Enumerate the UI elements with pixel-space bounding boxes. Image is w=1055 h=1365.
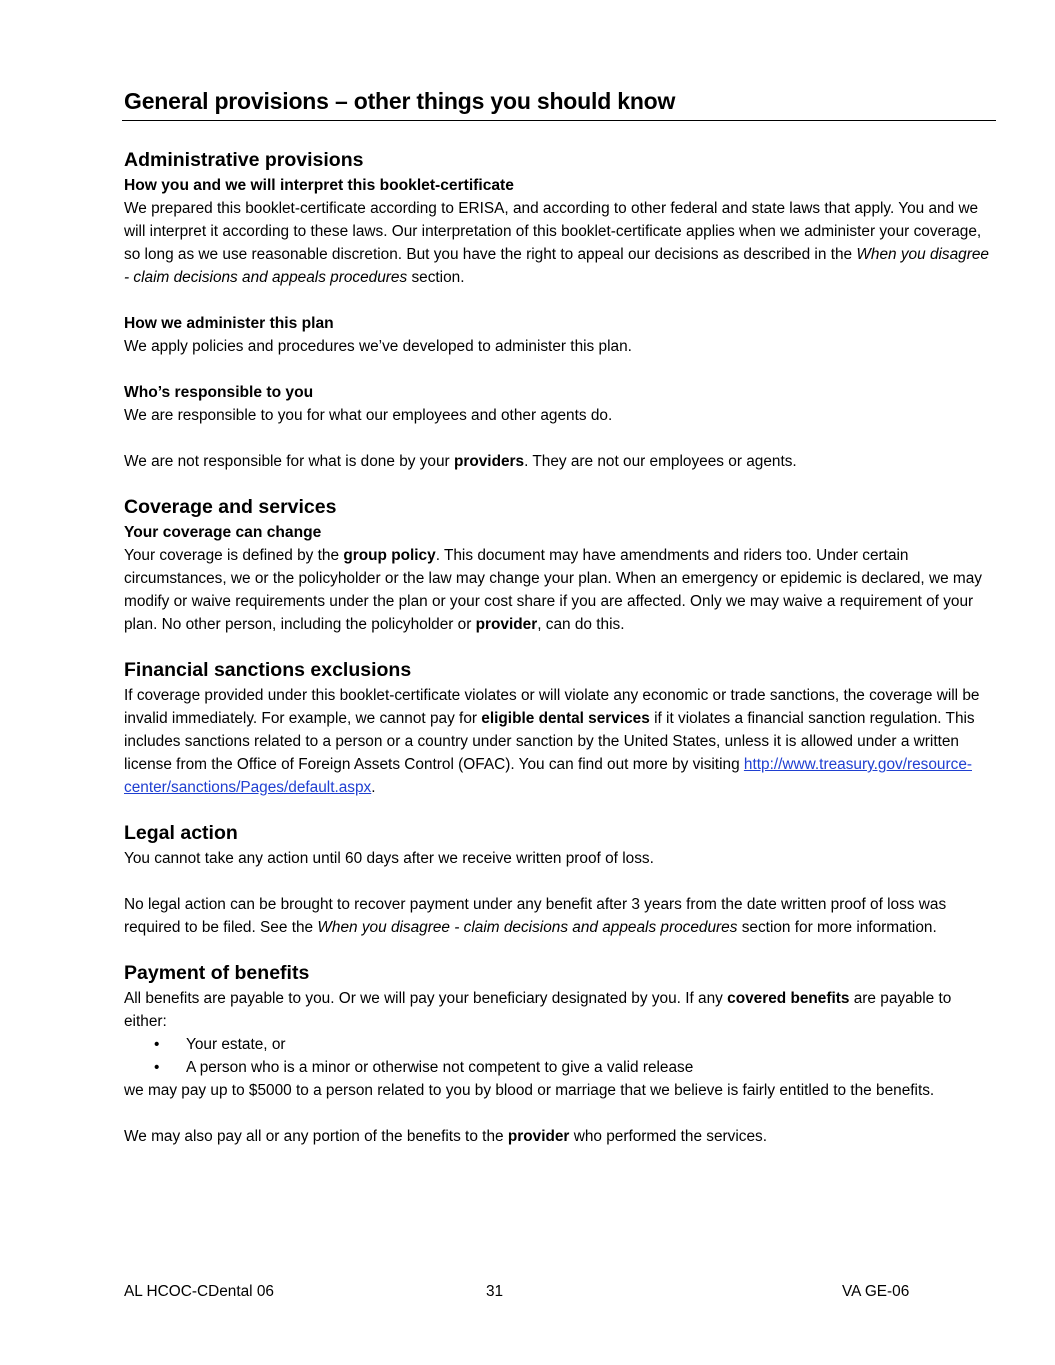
text-span: , can do this. bbox=[537, 616, 625, 633]
paragraph-legal-2 bbox=[124, 893, 990, 939]
subheading-interpret: How you and we will interpret this booklet-certificate bbox=[124, 177, 514, 194]
section-heading-payment: Payment of benefits bbox=[124, 962, 310, 984]
section-heading-administrative: Administrative provisions bbox=[124, 149, 364, 171]
text-span: are payable to either: bbox=[124, 990, 952, 1030]
bullet-icon: • bbox=[154, 1036, 160, 1053]
paragraph-payment-2: we may pay up to $5000 to a person related to you by blood or marriage that we believe is fairly entitled to the benefits. bbox=[124, 1082, 935, 1099]
text-span: Your coverage is defined by the bbox=[124, 547, 344, 564]
title-underline-divider bbox=[122, 120, 996, 121]
text-span: section. bbox=[407, 269, 465, 286]
section-heading-legal-action: Legal action bbox=[124, 822, 238, 844]
list-item bbox=[124, 1056, 990, 1079]
subheading-coverage-change: Your coverage can change bbox=[124, 524, 322, 541]
text-span: We prepared this booklet-certificate according to ERISA, and according to other federal and state laws that apply. You and we will interpret it according to these laws. Our interpretation of this booklet-certificate applies when we administer your coverage, so long as we use reasonable discretion. But you have the right to appeal our decisions as described in the bbox=[124, 200, 982, 263]
payee-bullet-list bbox=[124, 1033, 990, 1079]
text-span: . They are not our employees or agents. bbox=[524, 453, 797, 470]
paragraph-interpret bbox=[124, 197, 990, 289]
page-title: General provisions – other things you should know bbox=[124, 88, 676, 114]
text-span: if it violates a financial sanction regulation. This includes sanctions related to a person or a country under sanction by the United States, unless it is allowed under a written license from the Office of Foreign Assets Control (OFAC). You can find out more by visiting bbox=[124, 710, 975, 773]
paragraph-coverage-change bbox=[124, 544, 990, 636]
footer-version-id: VA GE-06 bbox=[842, 1283, 910, 1300]
treasury-sanctions-link[interactable]: http://www.treasury.gov/resource-center/sanctions/Pages/default.aspx bbox=[124, 756, 972, 796]
text-span: . bbox=[371, 779, 376, 796]
text-span: who performed the services. bbox=[569, 1128, 768, 1145]
paragraph-not-responsible bbox=[124, 450, 990, 473]
text-span: We may also pay all or any portion of the benefits to the bbox=[124, 1128, 508, 1145]
paragraph-administer: We apply policies and procedures we’ve developed to administer this plan. bbox=[124, 338, 632, 355]
section-heading-coverage: Coverage and services bbox=[124, 496, 337, 518]
text-span: If coverage provided under this booklet-certificate violates or will violate any economic or trade sanctions, the coverage will be invalid immediately. For example, we cannot pay for bbox=[124, 687, 980, 727]
text-span: We are not responsible for what is done by your bbox=[124, 453, 454, 470]
bold-term-eligible-dental-services: eligible dental services bbox=[481, 710, 650, 727]
bold-term-providers: providers bbox=[453, 453, 525, 470]
text-span: section for more information. bbox=[737, 919, 937, 936]
bold-term-covered-benefits: covered benefits bbox=[727, 990, 850, 1007]
paragraph-sanctions bbox=[124, 684, 990, 799]
document-body bbox=[124, 146, 990, 1148]
text-span: . This document may have amendments and riders too. Under certain circumstances, we or the policyholder or the law may change your plan. When an emergency or epidemic is declared, we may modify or waive requirements under the plan or your cost share if you are affected. Only we may waive a requirement of your plan. No other person, including the policyholder or bbox=[124, 547, 983, 633]
subheading-responsible: Who’s responsible to you bbox=[124, 384, 314, 401]
paragraph-payment-1 bbox=[124, 987, 990, 1033]
bullet-icon: • bbox=[154, 1059, 160, 1076]
list-item-text: Your estate, or bbox=[186, 1036, 286, 1053]
footer-page-number: 31 bbox=[486, 1283, 504, 1300]
bold-term-provider: provider bbox=[507, 1128, 570, 1145]
paragraph-legal-1: You cannot take any action until 60 days after we receive written proof of loss. bbox=[124, 850, 654, 867]
text-span: No legal action can be brought to recover payment under any benefit after 3 years from the date written proof of loss was required to be filed. See the bbox=[124, 896, 947, 936]
italic-section-reference: When you disagree - claim decisions and appeals procedures bbox=[317, 919, 738, 936]
bold-term-group-policy: group policy bbox=[343, 547, 436, 564]
paragraph-payment-3 bbox=[124, 1125, 990, 1148]
subheading-administer: How we administer this plan bbox=[124, 315, 334, 332]
section-heading-sanctions: Financial sanctions exclusions bbox=[124, 659, 412, 681]
bold-term-provider: provider bbox=[475, 616, 538, 633]
paragraph-responsible: We are responsible to you for what our employees and other agents do. bbox=[124, 407, 613, 424]
italic-section-reference: When you disagree - claim decisions and appeals procedures bbox=[124, 246, 989, 286]
footer-form-id: AL HCOC-CDental 06 bbox=[124, 1283, 274, 1300]
list-item bbox=[124, 1033, 990, 1056]
list-item-text: A person who is a minor or otherwise not competent to give a valid release bbox=[186, 1059, 694, 1076]
text-span: All benefits are payable to you. Or we will pay your beneficiary designated by you. If any bbox=[124, 990, 728, 1007]
